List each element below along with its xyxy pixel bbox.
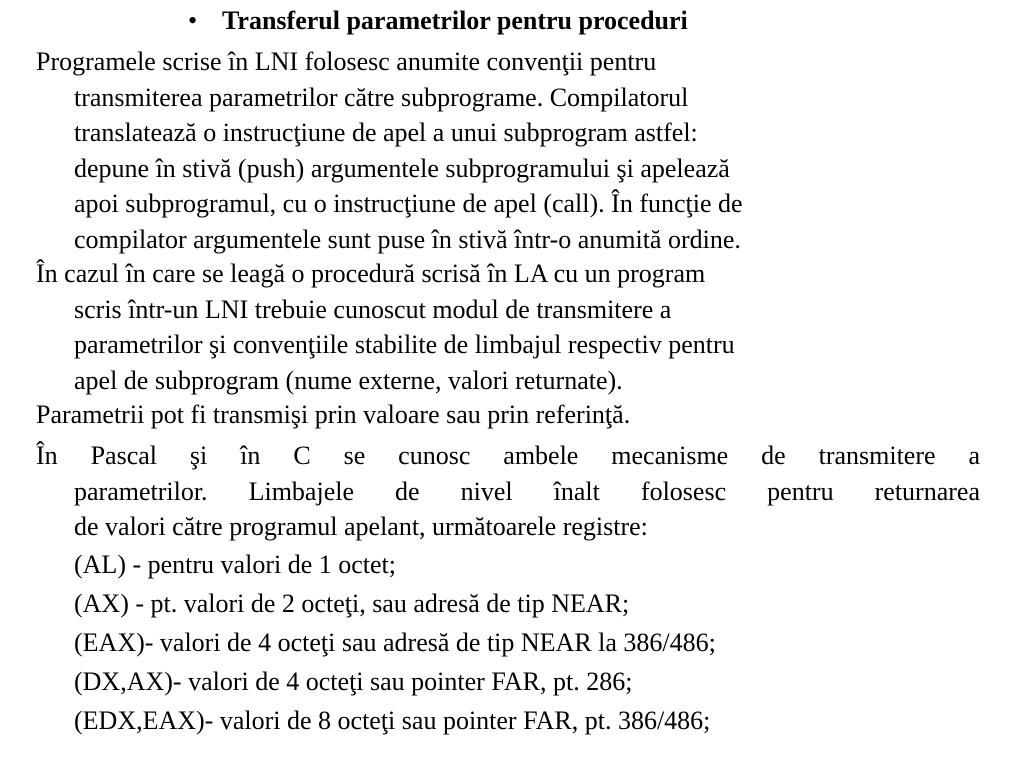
paragraph-calling-conventions [36,44,980,257]
register-list-item: (DX,AX)- valori de 4 octeţi sau pointer FAR, pt. 286; [74,667,633,696]
paragraph-line: apel de subprogram (nume externe, valori returnate). [74,365,623,395]
register-list-item: (AX) - pt. valori de 2 octeţi, sau adresă de tip NEAR; [74,589,630,618]
paragraph-line: În Pascal şi în C se cunosc ambele mecanisme de transmitere a [36,441,980,470]
paragraph-line: translatează o instrucţiune de apel a unui subprogram astfel: [74,118,698,147]
slide-title [188,4,888,38]
paragraph-linking-procedures [36,256,980,398]
paragraph-value-reference [36,397,980,433]
register-list-item: (EDX,EAX)- valori de 8 octeţi sau pointer FAR, pt. 386/486; [74,706,711,735]
slide-title-text: Transferul parametrilor pentru proceduri [222,6,688,35]
paragraph-line: parametrilor. Limbajele de nivel înalt folosesc pentru returnarea [74,476,980,506]
bullet-icon: • [188,6,198,35]
paragraph-line: compilator argumentele sunt puse în stivă într-o anumită ordine. [74,224,741,254]
register-list-item: (EAX)- valori de 4 octeţi sau adresă de tip NEAR la 386/486; [74,628,716,657]
paragraph-pascal-c [36,438,980,545]
paragraph-line: apoi subprogramul, cu o instrucţiune de apel (call). În funcţie de [74,189,743,218]
paragraph-line: de valori către programul apelant, următoarele registre: [74,512,648,541]
paragraph-line: scris într-un LNI trebuie cunoscut modul de transmitere a [74,294,672,324]
paragraph-line: Parametrii pot fi transmişi prin valoare sau prin referinţă. [36,400,631,429]
paragraph-line: Programele scrise în LNI folosesc anumite convenţii pentru [36,47,657,76]
paragraph-line: parametrilor şi convenţiile stabilite de limbajul respectiv pentru [74,330,735,359]
register-list-item: (AL) - pentru valori de 1 octet; [74,550,396,579]
paragraph-line: depune în stivă (push) argumentele subprogramului şi apelează [74,153,730,183]
paragraph-line: În cazul în care se leagă o procedură scrisă în LA cu un program [36,259,706,288]
paragraph-line: transmiterea parametrilor către subprograme. Compilatorul [74,82,689,112]
